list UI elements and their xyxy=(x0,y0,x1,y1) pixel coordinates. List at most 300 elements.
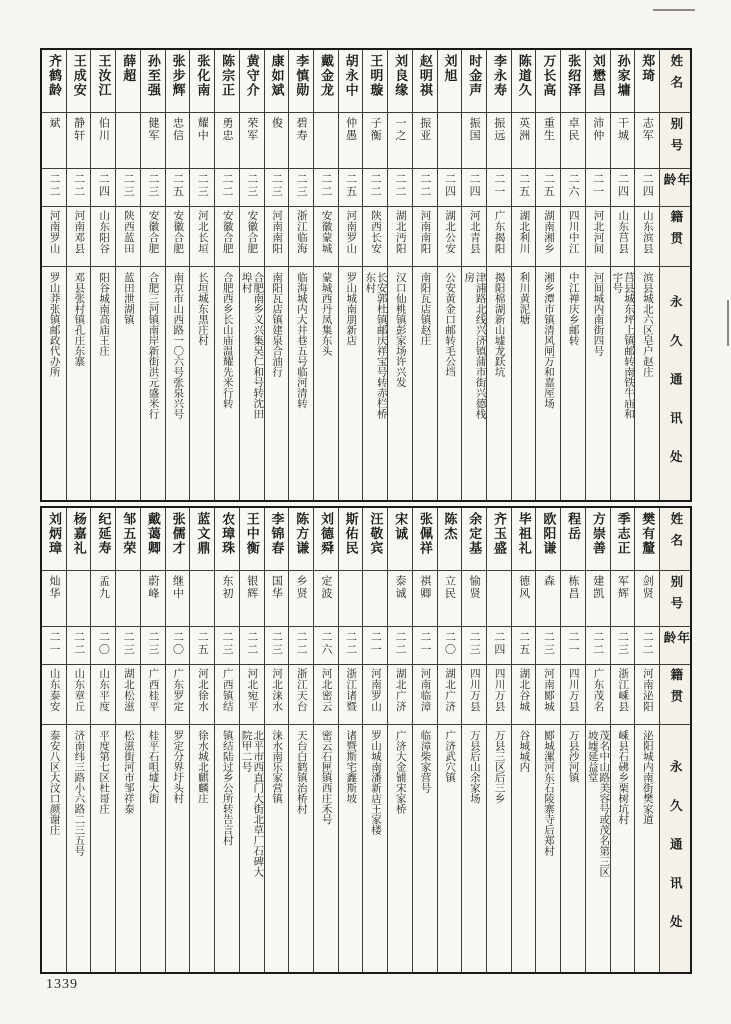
entry-address: 南阳瓦店镇赵庄 xyxy=(419,272,431,346)
entry-column xyxy=(535,508,560,972)
entry-name: 张佩祥 xyxy=(417,512,433,556)
entry-alias: 灿华 xyxy=(47,575,60,600)
entry-address: 津浦路北线兴济镇蒲市街兴德栈房 xyxy=(463,272,486,419)
header-age-cell xyxy=(660,626,690,664)
header-name-label: 姓名 xyxy=(668,512,683,555)
entry-age-cell xyxy=(215,626,239,664)
entry-alias-cell xyxy=(438,112,462,168)
entry-address: 湘乡潭市镇清风闸万和嘉厔场 xyxy=(543,272,555,409)
entry-name-cell xyxy=(240,508,264,570)
entry-age-cell xyxy=(265,626,289,664)
entry-address: 邓县张村镇孔庄东寨 xyxy=(73,272,85,367)
entry-name: 薛超 xyxy=(121,54,137,84)
entry-alias: 德风 xyxy=(517,575,530,600)
entry-alias-cell xyxy=(586,570,610,626)
entry-native: 浙江嵊县 xyxy=(617,668,629,712)
entry-age-cell xyxy=(388,168,412,206)
entry-alias-cell xyxy=(462,570,486,626)
entry-alias-cell xyxy=(215,112,239,168)
entry-native: 浙江临海 xyxy=(295,210,307,254)
entry-address: 天台白鹤镇治桥村 xyxy=(295,730,307,814)
entry-native-cell xyxy=(289,206,313,266)
entry-age-cell xyxy=(635,626,659,664)
entry-name: 赵明祺 xyxy=(417,54,433,98)
entry-name-cell xyxy=(611,508,635,570)
entry-name: 陈方谦 xyxy=(294,512,310,556)
entry-name-cell xyxy=(339,508,363,570)
entry-age-cell xyxy=(116,168,140,206)
entry-address: 蓝田泄湖镇 xyxy=(122,272,134,325)
header-alias-label: 别号 xyxy=(668,575,683,618)
entry-name: 刘旭 xyxy=(442,54,458,84)
entry-age: 二五 xyxy=(344,173,357,198)
entry-native: 河南泌阳 xyxy=(641,668,653,712)
entry-address-cell xyxy=(611,724,635,972)
entry-native-cell xyxy=(141,206,165,266)
entry-native: 安徽合肥 xyxy=(221,210,233,254)
entry-name: 程岳 xyxy=(566,512,582,542)
entry-native-cell xyxy=(314,664,338,724)
entry-name-cell xyxy=(215,508,239,570)
entry-name-cell xyxy=(413,508,437,570)
entry-alias: 卓民 xyxy=(567,117,580,142)
entry-alias: 森 xyxy=(542,575,555,588)
entry-age: 二二 xyxy=(72,173,85,198)
entry-name-cell xyxy=(438,50,462,112)
entry-name-cell xyxy=(536,508,560,570)
entry-native-cell xyxy=(586,664,610,724)
entry-address-cell xyxy=(363,724,387,972)
entry-native-cell xyxy=(611,206,635,266)
entry-age: 二三 xyxy=(295,173,308,198)
entry-native: 湖北松滋 xyxy=(122,668,134,712)
entry-age: 二三 xyxy=(616,631,629,656)
entry-native: 陕西蓝田 xyxy=(122,210,134,254)
entry-address: 茂名中山路美容号或茂名第三区坡墟延益堂 xyxy=(586,730,610,877)
entry-name: 李锦春 xyxy=(269,512,285,556)
entry-alias: 建凯 xyxy=(591,575,604,600)
entry-address: 罗山城南潘新店王家楼 xyxy=(370,730,381,835)
entry-address-cell xyxy=(314,266,338,500)
entry-name: 齐鹤龄 xyxy=(47,54,63,98)
entry-address: 涞水南乐家营镇 xyxy=(271,730,283,804)
entry-alias-cell xyxy=(388,112,412,168)
entry-address-cell xyxy=(462,724,486,972)
entry-column xyxy=(264,50,289,500)
entry-age-cell xyxy=(438,168,462,206)
entry-name: 刘懋昌 xyxy=(590,54,606,98)
entry-alias: 碧寿 xyxy=(295,117,308,142)
entry-age: 二二 xyxy=(369,173,382,198)
entry-column xyxy=(585,508,610,972)
entry-native-cell xyxy=(462,206,486,266)
registry-table-top xyxy=(40,48,692,502)
entry-column xyxy=(115,50,140,500)
entry-alias-cell xyxy=(289,570,313,626)
entry-native: 河南罗山 xyxy=(48,210,60,254)
entry-name-cell xyxy=(166,50,190,112)
entry-column xyxy=(66,50,91,500)
entry-name-cell xyxy=(240,50,264,112)
entry-alias: 重生 xyxy=(542,117,555,142)
entry-name-cell xyxy=(215,50,239,112)
entry-address: 罗山莽张镇邮政代办所 xyxy=(48,272,60,377)
entry-native-cell xyxy=(289,664,313,724)
header-native-cell xyxy=(660,664,690,724)
entry-column xyxy=(437,508,462,972)
entry-alias: 仲愚 xyxy=(344,117,357,142)
entry-name-cell xyxy=(561,508,585,570)
entry-name: 戴金龙 xyxy=(318,54,334,98)
entry-address: 揭阳棉湖新山墟龙跃坑 xyxy=(493,272,505,377)
entry-address: 南阳瓦店镇建泉合油行 xyxy=(271,272,283,377)
entry-name-cell xyxy=(190,508,214,570)
entry-column xyxy=(189,50,214,500)
entry-address: 泰安八区大汶口颜谢庄 xyxy=(48,730,60,835)
entry-native-cell xyxy=(388,664,412,724)
entry-address-cell xyxy=(215,724,239,972)
entry-address-cell xyxy=(289,266,313,500)
header-name-cell xyxy=(660,50,690,112)
entry-column xyxy=(412,50,437,500)
entry-address: 利川黄泥塘 xyxy=(518,272,530,325)
entry-native: 陕西长安 xyxy=(370,210,381,254)
entry-name: 王明璇 xyxy=(368,54,384,98)
entry-name: 宋诚 xyxy=(393,512,409,542)
entry-native-cell xyxy=(462,664,486,724)
entry-age-cell xyxy=(67,168,91,206)
entry-alias-cell xyxy=(141,112,165,168)
entry-column xyxy=(634,508,659,972)
entry-native-cell xyxy=(438,664,462,724)
entry-age: 二三 xyxy=(122,173,135,198)
entry-alias: 志军 xyxy=(641,117,654,142)
entry-name-cell xyxy=(388,50,412,112)
entry-alias-cell xyxy=(561,570,585,626)
entry-alias-cell xyxy=(339,570,363,626)
header-alias-cell xyxy=(660,570,690,626)
entry-column xyxy=(239,508,264,972)
entry-native-cell xyxy=(536,664,560,724)
entry-column xyxy=(610,508,635,972)
entry-name: 张步辉 xyxy=(170,54,186,98)
entry-age-cell xyxy=(339,626,363,664)
entry-name-cell xyxy=(141,50,165,112)
entry-native: 广西桂平 xyxy=(147,668,159,712)
entry-address: 密云石匣镇西庄禾号 xyxy=(320,730,332,825)
entry-alias-cell xyxy=(265,112,289,168)
entry-alias-cell xyxy=(413,112,437,168)
entry-address-cell xyxy=(67,266,91,500)
entry-native: 河南南阳 xyxy=(271,210,283,254)
entry-alias-cell xyxy=(116,570,140,626)
entry-column xyxy=(511,508,536,972)
entry-native-cell xyxy=(611,664,635,724)
entry-age-cell xyxy=(363,626,387,664)
entry-name-cell xyxy=(265,50,289,112)
entry-native: 山东泰安 xyxy=(48,668,60,712)
entry-age-cell xyxy=(190,168,214,206)
entry-address: 长安郭杜镇邮庆祥宝号转赤栏桥东村 xyxy=(364,272,387,419)
entry-address: 广济武穴镇 xyxy=(444,730,456,783)
entry-name: 张绍泽 xyxy=(566,54,582,98)
entry-name-cell xyxy=(289,508,313,570)
header-alias-cell xyxy=(660,112,690,168)
entry-name-cell xyxy=(91,50,115,112)
entry-native: 山东滨县 xyxy=(641,210,653,254)
entry-alias: 继中 xyxy=(171,575,184,600)
entry-name-cell xyxy=(116,508,140,570)
entry-alias-cell xyxy=(314,570,338,626)
entry-native: 四川万县 xyxy=(493,668,505,712)
entry-name: 张儒才 xyxy=(170,512,186,556)
entry-age-cell xyxy=(314,626,338,664)
entry-name: 樊有釐 xyxy=(640,512,656,556)
entry-alias: 银辉 xyxy=(245,575,258,600)
entry-name: 张化南 xyxy=(195,54,211,98)
entry-address-cell xyxy=(265,266,289,500)
entry-alias-cell xyxy=(265,570,289,626)
entry-alias: 勇忠 xyxy=(220,117,233,142)
entry-age-cell xyxy=(388,626,412,664)
entry-age-cell xyxy=(512,626,536,664)
entry-address-cell xyxy=(611,266,635,500)
entry-name-cell xyxy=(314,508,338,570)
entry-name: 王成安 xyxy=(71,54,87,98)
entry-column xyxy=(264,508,289,972)
entry-age-cell xyxy=(42,168,66,206)
entry-address: 万县三区后三乡 xyxy=(493,730,505,804)
entry-name-cell xyxy=(339,50,363,112)
entry-alias: 干城 xyxy=(616,117,629,142)
entry-native-cell xyxy=(91,206,115,266)
entry-age: 二五 xyxy=(171,173,184,198)
entry-age: 二〇 xyxy=(171,631,184,656)
entry-alias: 愉贤 xyxy=(468,575,481,600)
entry-age: 二〇 xyxy=(97,631,110,656)
entry-name-cell xyxy=(42,508,66,570)
entry-column xyxy=(214,50,239,500)
entry-age-cell xyxy=(635,168,659,206)
entry-native-cell xyxy=(141,664,165,724)
entry-name: 王中衡 xyxy=(244,512,260,556)
entry-alias: 健军 xyxy=(146,117,159,142)
entry-native: 湖北广济 xyxy=(444,668,456,712)
entry-alias-cell xyxy=(536,570,560,626)
entry-alias-cell xyxy=(561,112,585,168)
entry-age-cell xyxy=(240,626,264,664)
entry-address-cell xyxy=(339,266,363,500)
entry-age: 二三 xyxy=(146,173,159,198)
entry-native: 河北徐水 xyxy=(196,668,208,712)
entry-column xyxy=(338,50,363,500)
entry-age-cell xyxy=(487,626,511,664)
entry-native-cell xyxy=(67,206,91,266)
header-address-label: 永久通讯处 xyxy=(668,760,683,954)
entry-address-cell xyxy=(314,724,338,972)
entry-column xyxy=(511,50,536,500)
entry-age-cell xyxy=(512,168,536,206)
entry-name: 黄守介 xyxy=(244,54,260,98)
entry-native-cell xyxy=(339,664,363,724)
entry-age: 二六 xyxy=(319,631,332,656)
entry-name: 邹五荣 xyxy=(121,512,137,556)
entry-address-cell xyxy=(512,266,536,500)
entry-address-cell xyxy=(363,266,387,500)
entry-name-cell xyxy=(462,50,486,112)
entry-age: 二二 xyxy=(394,631,406,656)
entry-native-cell xyxy=(91,664,115,724)
entry-name-cell xyxy=(586,50,610,112)
entry-native-cell xyxy=(166,664,190,724)
entry-column xyxy=(165,50,190,500)
entry-address-cell xyxy=(512,724,536,972)
entry-alias: 蔚峰 xyxy=(146,575,159,600)
entry-name: 毕祖礼 xyxy=(516,512,532,556)
entry-native: 河南南阳 xyxy=(419,210,431,254)
entry-native: 河南邓县 xyxy=(73,210,85,254)
header-alias-label: 别号 xyxy=(668,117,683,160)
entry-name-cell xyxy=(635,50,659,112)
entry-column xyxy=(412,508,437,972)
entry-age-cell xyxy=(215,168,239,206)
entry-native-cell xyxy=(166,206,190,266)
entry-native: 河北河间 xyxy=(592,210,604,254)
entry-age-cell xyxy=(363,168,387,206)
entry-column xyxy=(115,508,140,972)
entry-column xyxy=(338,508,363,972)
entry-name: 郑琦 xyxy=(640,54,656,84)
entry-age-cell xyxy=(536,168,560,206)
entry-name: 杨嘉礼 xyxy=(71,512,87,556)
entry-alias-cell xyxy=(586,112,610,168)
registry-table-bottom xyxy=(40,506,692,974)
entry-native: 湖南湘乡 xyxy=(543,210,555,254)
entry-native: 安徽合肥 xyxy=(246,210,258,254)
entry-alias: 一之 xyxy=(394,117,406,142)
entry-native: 湖北利川 xyxy=(518,210,530,254)
entry-alias-cell xyxy=(116,112,140,168)
entry-alias: 祺卿 xyxy=(418,575,431,600)
entry-name: 胡永中 xyxy=(343,54,359,98)
entry-name-cell xyxy=(388,508,412,570)
entry-name-cell xyxy=(487,508,511,570)
header-column xyxy=(659,508,690,972)
entry-native: 安徽蒙城 xyxy=(320,210,332,254)
entry-address-cell xyxy=(166,724,190,972)
entry-native-cell xyxy=(42,664,66,724)
entry-alias-cell xyxy=(512,112,536,168)
entry-alias-cell xyxy=(339,112,363,168)
entry-address: 松滋街河市邹祥泰 xyxy=(122,730,134,814)
entry-native-cell xyxy=(190,664,214,724)
entry-native-cell xyxy=(413,664,437,724)
entry-address-cell xyxy=(141,724,165,972)
entry-native: 河南郾城 xyxy=(543,668,555,712)
entry-name: 孙至强 xyxy=(145,54,161,98)
entry-address-cell xyxy=(42,724,66,972)
entry-column xyxy=(387,50,412,500)
entry-alias-cell xyxy=(611,112,635,168)
entry-age: 二二 xyxy=(641,631,654,656)
entry-age: 二二 xyxy=(418,173,431,198)
entry-age: 二二 xyxy=(394,173,406,198)
entry-alias-cell xyxy=(190,570,214,626)
entry-address-cell xyxy=(42,266,66,500)
entry-alias: 沛仲 xyxy=(591,117,604,142)
entry-address-cell xyxy=(561,724,585,972)
entry-name-cell xyxy=(512,508,536,570)
entry-name: 陈宗正 xyxy=(220,54,236,98)
entry-name: 李永寿 xyxy=(491,54,507,98)
entry-name-cell xyxy=(190,50,214,112)
entry-address-cell xyxy=(91,266,115,500)
entry-address-cell xyxy=(536,266,560,500)
entry-name: 王汝江 xyxy=(96,54,112,98)
entry-column xyxy=(585,50,610,500)
entry-column xyxy=(90,50,115,500)
entry-name: 时金声 xyxy=(467,54,483,98)
entry-age: 二五 xyxy=(196,631,209,656)
header-name-cell xyxy=(660,508,690,570)
entry-address-cell xyxy=(586,266,610,500)
entry-column xyxy=(437,50,462,500)
entry-age: 二〇 xyxy=(443,631,456,656)
entry-alias: 耀中 xyxy=(196,117,209,142)
entry-address-cell xyxy=(240,724,264,972)
entry-alias: 泰诚 xyxy=(394,575,406,600)
entry-address-cell xyxy=(561,266,585,500)
entry-age-cell xyxy=(462,168,486,206)
entry-age-cell xyxy=(536,626,560,664)
entry-column xyxy=(461,50,486,500)
header-age-label: 年龄 xyxy=(662,173,690,192)
entry-alias-cell xyxy=(611,570,635,626)
entry-address: 郾城漯河东石陵寨寺后郑村 xyxy=(543,730,555,856)
entry-age-cell xyxy=(462,626,486,664)
entry-column xyxy=(634,50,659,500)
entry-alias-cell xyxy=(438,570,462,626)
entry-native: 河南罗山 xyxy=(370,668,381,712)
entry-column xyxy=(140,508,165,972)
entry-name-cell xyxy=(512,50,536,112)
entry-alias: 振亚 xyxy=(418,117,431,142)
entry-address-cell xyxy=(67,724,91,972)
entry-age-cell xyxy=(611,168,635,206)
entry-native-cell xyxy=(487,664,511,724)
entry-address: 南京市山西路一〇六号张泉兴号 xyxy=(172,272,184,419)
entry-name: 刘良缘 xyxy=(393,54,409,98)
entry-age-cell xyxy=(413,168,437,206)
entry-native: 河南临漳 xyxy=(419,668,431,712)
entry-name-cell xyxy=(561,50,585,112)
entry-native-cell xyxy=(586,206,610,266)
entry-column xyxy=(42,508,66,972)
entry-column xyxy=(486,50,511,500)
entry-native: 安徽合肥 xyxy=(147,210,159,254)
entry-age: 二五 xyxy=(517,631,530,656)
entry-age: 二五 xyxy=(517,173,530,198)
entry-alias: 斌 xyxy=(47,117,60,130)
entry-alias-cell xyxy=(512,570,536,626)
entry-alias-cell xyxy=(190,112,214,168)
entry-name-cell xyxy=(265,508,289,570)
entry-native-cell xyxy=(215,664,239,724)
entry-alias-cell xyxy=(536,112,560,168)
entry-native: 四川万县 xyxy=(567,668,579,712)
entry-native-cell xyxy=(215,206,239,266)
entry-address-cell xyxy=(265,724,289,972)
